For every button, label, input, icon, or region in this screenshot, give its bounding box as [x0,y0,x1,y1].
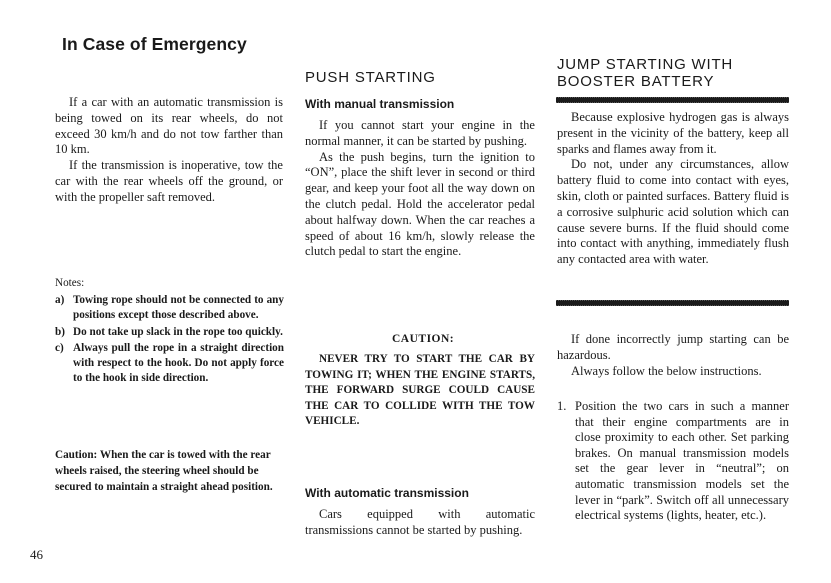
list-item [557,399,789,524]
step-number: 1. [557,399,567,413]
note-item [55,293,284,323]
manual-paragraph-2: As the push begins, turn the ignition to “ON”, place the shift lever in second or third gear, and keep your foot all the way down on the clutch pedal. Hold the accelerator pedal about halfway down. When the car reaches a speed of about 16 km/h, slowly release the clutch pedal to start the engine. [305,149,535,259]
towing-paragraph-1: If a car with an automatic transmission is being towed on its rear wheels, do not exceed 30 km/h and do not tow farther than 10 km. [55,95,283,157]
note-text: Towing rope should not be connected to any positions except those described above. [73,294,284,322]
towing-notes [55,276,284,387]
towing-caution [55,447,284,495]
jump-heading-line-1: JUMP STARTING WITH [557,56,734,73]
manual-transmission-text [305,118,535,260]
note-text: Do not take up slack in the rope too quickly. [73,325,283,338]
push-caution-text: NEVER TRY TO START THE CAR BY TOWING IT; WHEN THE ENGINE STARTS, THE FORWARD SURGE COULD CAUSE THE CAR TO COLLIDE WITH THE TOW VEHICLE. [305,353,535,428]
manual-transmission-heading: With manual transmission [305,97,455,111]
automatic-transmission-text [305,507,535,539]
push-starting-heading: PUSH STARTING [305,69,436,86]
warning-paragraph-1: Because explosive hydrogen gas is always present in the vicinity of the battery, keep all sparks and flames away from it. [557,110,789,156]
step-text: Position the two cars in such a manner that their engine compartments are in close proximity to each other. Set parking brakes. On manual transmission models set the gear lever in “neutral”; on automatic transmission models set the lever in “park”. Switch off all unnecessary electrical systems (lights, heater, etc.). [575,399,789,523]
notes-heading: Notes: [55,277,85,289]
page-number: 46 [30,547,43,562]
towing-text [55,95,283,206]
jump-intro-2: Always follow the below instructions. [571,363,762,378]
towing-caution-text: When the car is towed with the rear wheels raised, the steering wheel should be secured to maintain a straight ahead position. [55,449,273,493]
jump-intro-text [557,332,789,379]
warning-bottom-rule [556,300,789,306]
page-title: In Case of Emergency [62,34,247,54]
warning-paragraph-2: Do not, under any circumstances, allow battery fluid to come into contact with eyes, skin, cloth or painted surfaces. Battery fluid is a corrosive sulphuric acid solution which can cause severe burns. If the fluid should come into contact with anything, immediately flush any contacted area with water. [557,157,789,267]
note-label: a) [55,294,65,307]
battery-warning-text [557,110,789,268]
note-item [55,341,284,387]
note-label: b) [55,325,65,338]
jump-intro-1: If done incorrectly jump starting can be hazardous. [557,332,789,362]
towing-paragraph-2: If the transmission is inoperative, tow the car with the rear wheels off the ground, or with the propeller saft removed. [55,158,283,204]
jump-heading-line-2: BOOSTER BATTERY [557,73,715,90]
automatic-transmission-heading: With automatic transmission [305,486,469,500]
note-label: c) [55,341,64,354]
warning-top-rule [556,97,789,103]
jump-steps-list [557,399,789,524]
jump-starting-heading [557,56,733,90]
towing-caution-label: Caution: [55,449,98,461]
manual-paragraph-1: If you cannot start your engine in the normal manner, it can be started by pushing. [305,118,535,148]
push-caution-heading: CAUTION: [392,333,455,345]
automatic-paragraph: Cars equipped with automatic transmissions cannot be started by pushing. [305,507,535,537]
note-item [55,325,284,340]
note-text: Always pull the rope in a straight direction with respect to the hook. Do not apply force to the hook in side direction. [73,341,284,385]
